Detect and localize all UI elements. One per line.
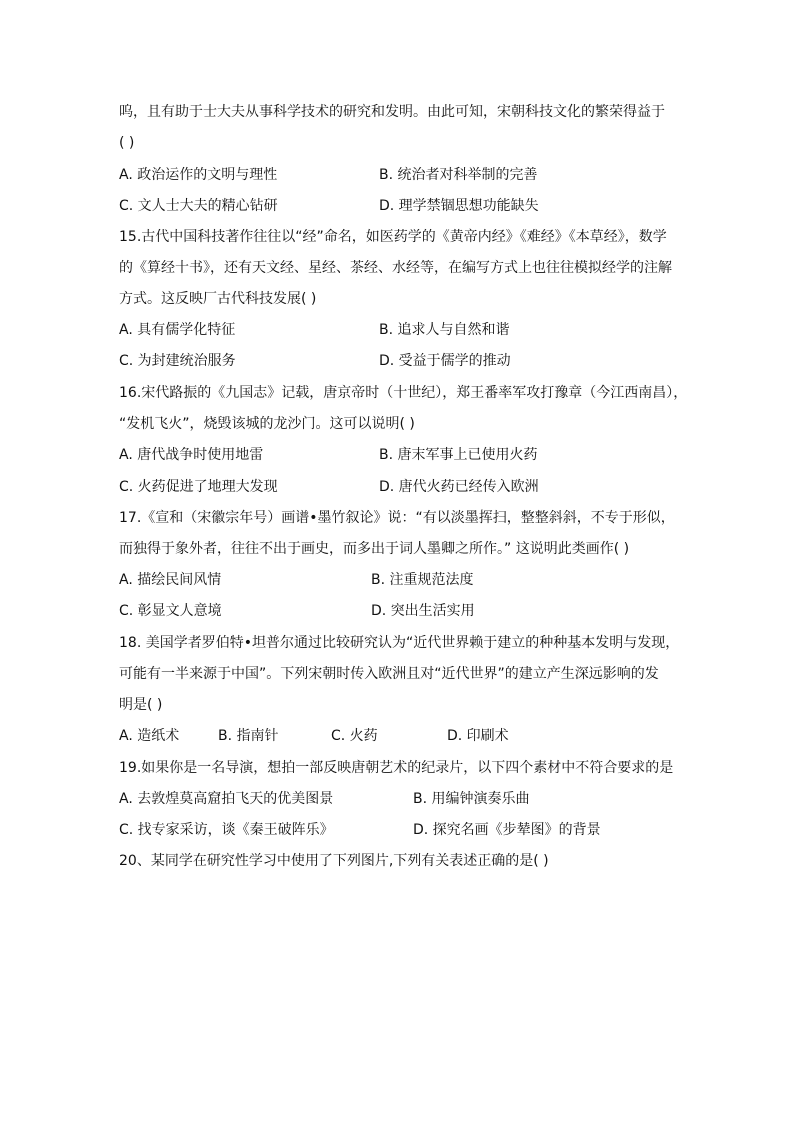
q15-stem-line-2: 的《算经十书》，还有天文经、星经、茶经、水经等，在编写方式上也往往模拟经学的注解 [119, 260, 672, 276]
q19-stem-line-1: 19.如果你是一名导演，想拍一部反映唐朝艺术的纪录片，以下四个素材中不符合要求的是 [119, 760, 674, 776]
q17-stem-line-2: 而独得于象外者，往往不出于画史，而多出于词人墨卿之所作。” 这说明此类画作( ) [119, 541, 630, 557]
q19-option-d: D. 探究名画《步辇图》的背景 [413, 822, 601, 838]
q17-option-b: B. 注重规范法度 [371, 572, 474, 588]
q15-stem-line-1: 15.古代中国科技著作往往以“经”命名，如医药学的《黄帝内经》《难经》《本草经》，数学 [119, 229, 667, 245]
q17-option-a: A. 描绘民间风情 [119, 572, 222, 588]
q19-option-a: A. 去敦煌莫高窟拍飞天的优美图景 [119, 791, 334, 807]
q16-option-d: D. 唐代火药已经传入欧洲 [379, 479, 539, 495]
q19-option-c: C. 找专家采访，谈《秦王破阵乐》 [119, 822, 334, 838]
q17-stem-line-1: 17.《宣和（宋徽宗年号）画谱•墨竹叙论》说：“有以淡墨挥扫，整整斜斜，不专于形似， [119, 510, 675, 526]
q15-option-b: B. 追求人与自然和谐 [379, 322, 510, 338]
q17-option-d: D. 突出生活实用 [371, 603, 475, 619]
q18-option-c: C. 火药 [331, 728, 378, 744]
q16-stem-line-2: “发机飞火”，烧毁该城的龙沙门。这可以说明( ) [119, 416, 415, 432]
q18-option-b: B. 指南针 [218, 728, 279, 744]
q19-option-b: B. 用编钟演奏乐曲 [413, 791, 530, 807]
q20-stem-line-1: 20、某同学在研究性学习中使用了下列图片,下列有关表述正确的是( ) [119, 853, 549, 869]
q14-option-b: B. 统治者对科举制的完善 [379, 167, 538, 183]
q14-option-c: C. 文人士大夫的精心钻研 [119, 198, 278, 214]
q16-option-c: C. 火药促进了地理大发现 [119, 479, 278, 495]
q15-option-c: C. 为封建统治服务 [119, 353, 236, 369]
q18-option-a: A. 造纸术 [119, 728, 180, 744]
q15-option-d: D. 受益于儒学的推动 [379, 353, 511, 369]
q18-stem-line-3: 明是( ) [119, 697, 163, 713]
q15-stem-line-3: 方式。这反映厂古代科技发展( ) [119, 291, 317, 307]
q16-stem-line-1: 16.宋代路振的《九国志》记载，唐京帝时（十世纪），郑王番率军攻打豫章（今江西南昌）， [119, 385, 688, 401]
q16-option-a: A. 唐代战争时使用地雷 [119, 447, 264, 463]
q17-option-c: C. 彰显文人意境 [119, 603, 222, 619]
q14-answer-bracket: ( ) [119, 135, 135, 151]
q14-option-d: D. 理学禁锢思想功能缺失 [379, 198, 539, 214]
q15-option-a: A. 具有儒学化特征 [119, 322, 236, 338]
q18-stem-line-2: 可能有一半来源于中国”。下列宋朝时传入欧洲且对“近代世界”的建立产生深远影响的发 [119, 666, 659, 682]
q18-option-d: D. 印刷术 [447, 728, 509, 744]
q16-option-b: B. 唐末军事上已使用火药 [379, 447, 538, 463]
q18-stem-line-1: 18. 美国学者罗伯特•坦普尔通过比较研究认为“近代世界赖于建立的种种基本发明与发现， [119, 635, 680, 651]
q14-option-a: A. 政治运作的文明与理性 [119, 167, 278, 183]
q14-stem-line-1: 呜，且有助于士大夫从事科学技术的研究和发明。由此可知，宋朝科技文化的繁荣得益于 [119, 104, 665, 120]
